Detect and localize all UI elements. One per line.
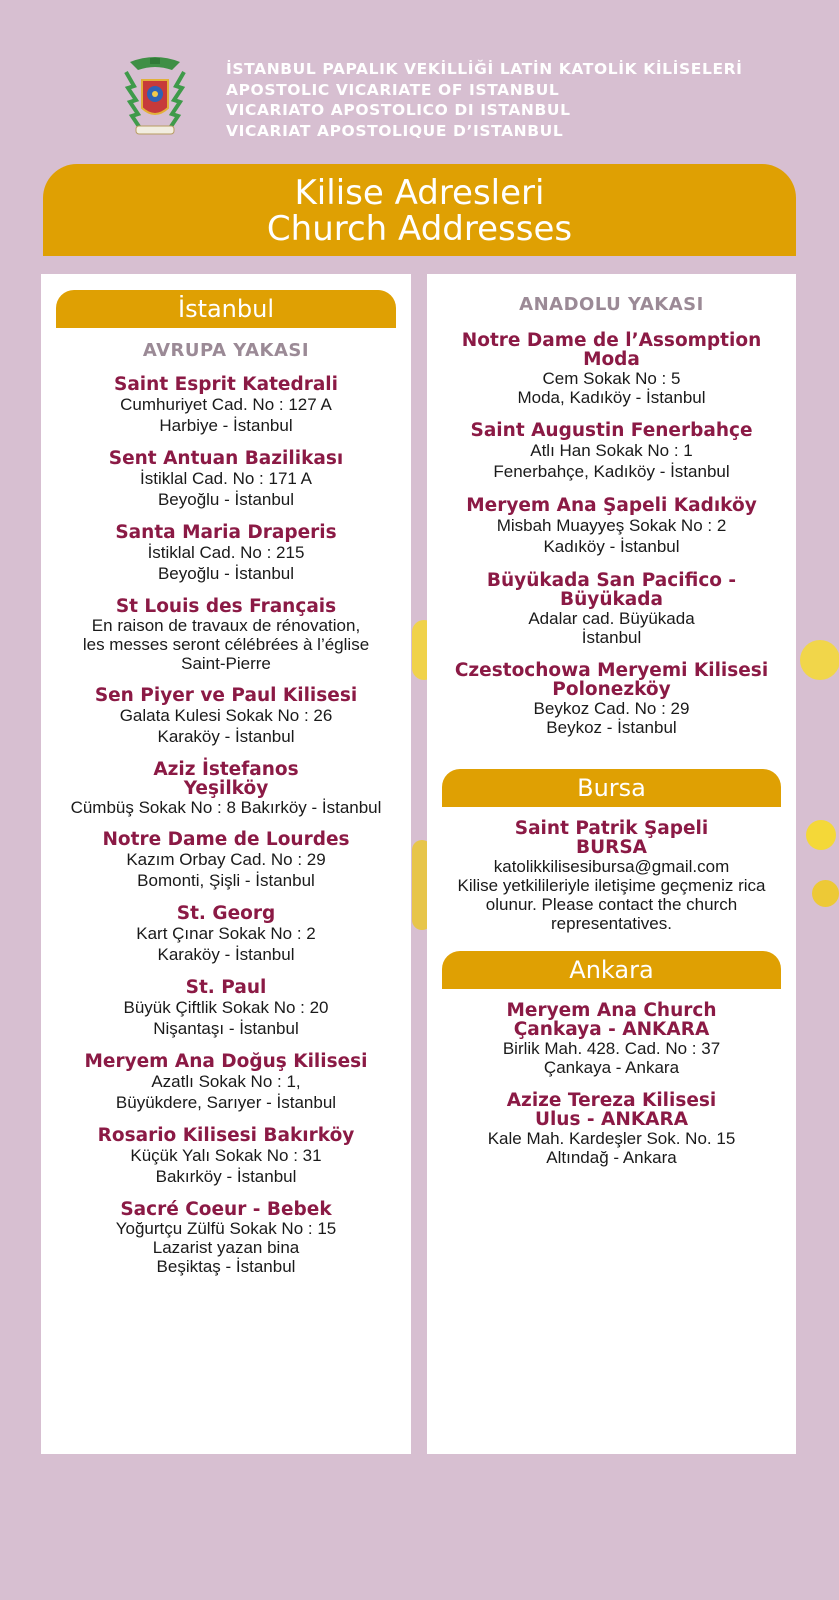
church-address-line: representatives. — [551, 914, 672, 933]
church-address-line: Kart Çınar Sokak No : 2 — [136, 924, 316, 943]
church-address-line: Harbiye - İstanbul — [159, 416, 293, 435]
church-address-line: Cumhuriyet Cad. No : 127 A — [120, 395, 332, 414]
header — [0, 52, 839, 147]
church-address-line: Altındağ - Ankara — [546, 1148, 677, 1167]
header-line-it: VICARIATO APOSTOLICO DI ISTANBUL — [226, 101, 571, 119]
church-address-line: İstiklal Cad. No : 215 — [147, 543, 305, 562]
church-entry — [41, 830, 411, 891]
church-address-line: Büyük Çiftlik Sokak No : 20 — [123, 998, 329, 1017]
church-name: Aziz İstefanos — [153, 759, 299, 780]
church-entry — [41, 1200, 411, 1276]
church-address-line: Kilise yetkilileriyle iletişime geçmeniz rica — [457, 876, 766, 895]
coat-of-arms-icon — [122, 56, 188, 140]
church-list-avrupa — [41, 375, 411, 1276]
church-entry — [427, 819, 796, 933]
header-line-tr: İSTANBUL PAPALIK VEKİLLİĞİ LATİN KATOLİK KİLİSELERİ — [226, 60, 743, 78]
church-name: Czestochowa Meryemi Kilisesi — [454, 660, 769, 681]
church-name: Polonezköy — [552, 679, 671, 700]
church-entry — [41, 449, 411, 510]
church-address-line: Karaköy - İstanbul — [157, 727, 295, 746]
church-name: St Louis des Français — [115, 596, 337, 617]
church-entry — [41, 1126, 411, 1187]
church-address-line: Beyoğlu - İstanbul — [157, 564, 295, 583]
church-name: Meryem Ana Church — [506, 1000, 717, 1021]
church-name: Büyükada — [559, 589, 663, 610]
church-entry — [41, 597, 411, 673]
church-address-line: Moda, Kadıköy - İstanbul — [517, 388, 706, 407]
header-line-fr: VICARIAT APOSTOLIQUE D’ISTANBUL — [226, 121, 564, 140]
church-address-line: Saint-Pierre — [181, 654, 271, 673]
church-name: Sen Piyer ve Paul Kilisesi — [94, 685, 358, 706]
church-address-line: Beykoz Cad. No : 29 — [533, 699, 690, 718]
title-banner — [43, 164, 796, 256]
church-address-line: Beykoz - İstanbul — [546, 718, 677, 737]
church-address-line: Lazarist yazan bina — [152, 1238, 300, 1257]
church-entry — [427, 1091, 796, 1167]
church-name: St. Paul — [185, 977, 267, 998]
church-name: Notre Dame de Lourdes — [102, 829, 350, 850]
church-address-line: Kale Mah. Kardeşler Sok. No. 15 — [487, 1129, 736, 1148]
church-name: BURSA — [575, 837, 647, 858]
church-address-line: Bakırköy - İstanbul — [155, 1167, 297, 1186]
church-address-line: İstiklal Cad. No : 171 A — [140, 469, 312, 488]
church-address-line: olunur. Please contact the church — [485, 895, 738, 914]
mimosa-decoration — [806, 820, 836, 850]
church-name: Santa Maria Draperis — [115, 522, 337, 543]
church-name: Sacré Coeur - Bebek — [120, 1199, 332, 1220]
church-address-line: Cümbüş Sokak No : 8 Bakırköy - İstanbul — [70, 798, 382, 817]
church-name: Rosario Kilisesi Bakırköy — [97, 1125, 355, 1146]
church-entry — [41, 375, 411, 436]
region-heading-avrupa: AVRUPA YAKASI — [142, 340, 310, 361]
church-list-bursa — [427, 819, 796, 933]
church-address-line: Beşiktaş - İstanbul — [156, 1257, 296, 1276]
banner-title-tr: Kilise Adresleri — [294, 173, 545, 213]
church-name: Azize Tereza Kilisesi — [506, 1090, 717, 1111]
header-line-en: APOSTOLIC VICARIATE OF ISTANBUL — [226, 80, 560, 99]
istanbul-europe-panel — [41, 274, 411, 1454]
church-entry — [427, 1001, 796, 1077]
banner-title-en: Church Addresses — [266, 209, 573, 249]
istanbul-tab: İstanbul — [56, 290, 396, 328]
church-address-line: Azatlı Sokak No : 1, — [151, 1072, 301, 1091]
church-address-line: Atlı Han Sokak No : 1 — [530, 441, 693, 460]
church-address-line: Galata Kulesi Sokak No : 26 — [119, 706, 333, 725]
church-address-line: Misbah Muayyeş Sokak No : 2 — [496, 516, 727, 535]
church-address-line: Kazım Orbay Cad. No : 29 — [126, 850, 326, 869]
region-heading-anadolu: ANADOLU YAKASI — [519, 294, 704, 315]
church-name: Yeşilköy — [183, 778, 269, 799]
church-name: Ulus - ANKARA — [534, 1109, 689, 1130]
church-name: Çankaya - ANKARA — [513, 1019, 710, 1040]
church-name: Sent Antuan Bazilikası — [108, 448, 344, 469]
church-address-line: les messes seront célébrées à l’église — [82, 635, 370, 654]
church-address-line: Yoğurtçu Zülfü Sokak No : 15 — [115, 1219, 337, 1238]
church-address-line: Birlik Mah. 428. Cad. No : 37 — [502, 1039, 721, 1058]
church-address-line: Küçük Yalı Sokak No : 31 — [130, 1146, 322, 1165]
church-address-line: Fenerbahçe, Kadıköy - İstanbul — [493, 462, 730, 481]
church-address-line: Nişantaşı - İstanbul — [153, 1019, 299, 1038]
church-entry — [427, 571, 796, 647]
church-name: Notre Dame de l’Assomption — [461, 330, 762, 351]
church-entry — [41, 760, 411, 817]
church-address-line: Cem Sokak No : 5 — [542, 369, 681, 388]
church-entry — [41, 1052, 411, 1113]
church-entry — [41, 686, 411, 747]
church-entry — [41, 523, 411, 584]
church-name: Meryem Ana Doğuş Kilisesi — [84, 1051, 368, 1072]
church-name: Büyükada San Pacifico - — [486, 570, 737, 591]
bursa-tab: Bursa — [442, 769, 781, 807]
header-titles — [226, 59, 743, 141]
church-entry — [427, 661, 796, 737]
church-name: Saint Augustin Fenerbahçe — [470, 420, 753, 441]
church-name: Saint Patrik Şapeli — [514, 818, 709, 839]
church-address-line: Çankaya - Ankara — [543, 1058, 680, 1077]
church-entry — [427, 496, 796, 557]
church-address-line: Adalar cad. Büyükada — [528, 609, 695, 628]
church-address-line: katolikkilisesibursa@gmail.com — [493, 857, 730, 876]
church-list-anadolu — [427, 331, 796, 737]
church-address-line: Beyoğlu - İstanbul — [157, 490, 295, 509]
ankara-tab: Ankara — [442, 951, 781, 989]
church-name: Saint Esprit Katedrali — [114, 374, 338, 395]
church-name: Moda — [583, 349, 640, 370]
church-list-ankara — [427, 1001, 796, 1167]
church-entry — [427, 331, 796, 407]
church-address-line: Büyükdere, Sarıyer - İstanbul — [115, 1093, 337, 1112]
church-entry — [41, 978, 411, 1039]
church-name: Meryem Ana Şapeli Kadıköy — [466, 495, 757, 516]
church-address-line: Bomonti, Şişli - İstanbul — [137, 871, 315, 890]
church-address-line: En raison de travaux de rénovation, — [91, 616, 361, 635]
mimosa-decoration — [800, 640, 839, 680]
church-address-line: İstanbul — [581, 628, 642, 647]
mimosa-decoration — [812, 880, 839, 907]
church-entry — [427, 421, 796, 482]
anadolu-bursa-ankara-panel — [427, 274, 796, 1454]
church-entry — [41, 904, 411, 965]
church-address-line: Karaköy - İstanbul — [157, 945, 295, 964]
church-address-line: Kadıköy - İstanbul — [543, 537, 680, 556]
church-name: St. Georg — [176, 903, 276, 924]
